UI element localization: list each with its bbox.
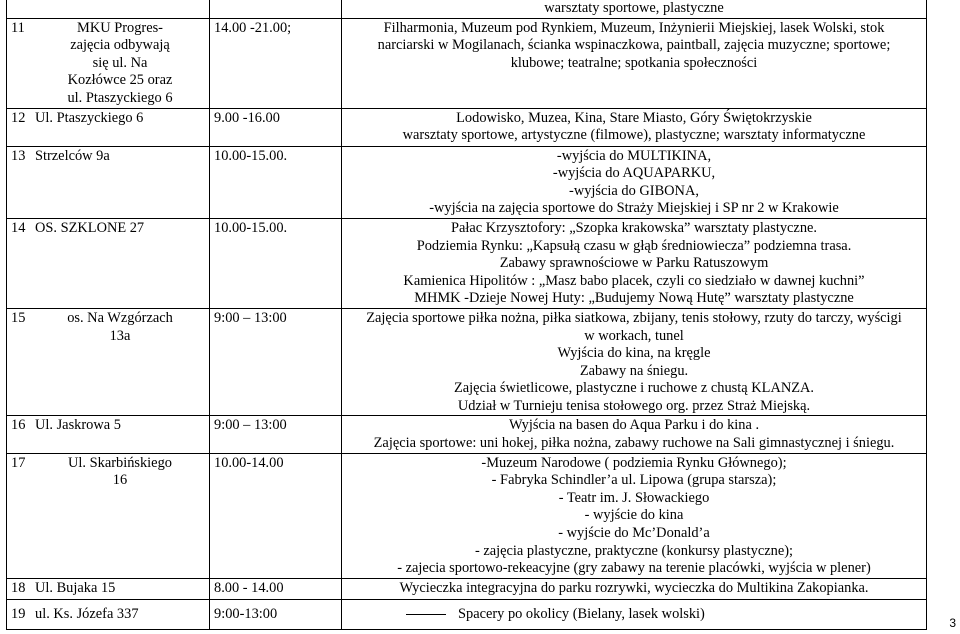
description-cell: Spacery po okolicy (Bielany, lasek wolski) (342, 599, 927, 629)
table-row (7, 18, 927, 108)
hours-cell: 8.00 - 14.00 (210, 578, 342, 599)
table-row (7, 146, 927, 218)
description-cell: Zajęcia sportowe piłka nożna, piłka siatkowa, zbijany, tenis stołowy, rzuty do tarczy, wyścigi w workach, tunel Wyjścia do kina, na kręgle Zabawy na śniegu. Zajęcia świetlicowe, plastyczne i ruchowe z chustą KLANZA. Udział w Turnieju tenisa stołowego org. przez Straż Miejską. (342, 308, 927, 416)
table-row (7, 108, 927, 146)
hours-cell: 10.00-15.00. (210, 218, 342, 308)
hours-cell: 10.00-14.00 (210, 453, 342, 578)
row-number: 19 (11, 605, 26, 622)
hours-cell: 9.00 -16.00 (210, 108, 342, 146)
row-number: 13 (11, 147, 26, 164)
hours-cell: 9:00 – 13:00 (210, 416, 342, 453)
description-cell: -Muzeum Narodowe ( podziemia Rynku Głównego); - Fabryka Schindler’a ul. Lipowa (grupa starsza); - Teatr im. J. Słowackiego - wyjście do kina - wyjście do Mc’Donald’a - zajęcia plastyczne, praktyczne (konkursy plastyczne); - zajecia sportowo-rekeacyjne (gry zabawy na terenie placówki, wyjścia w plener) (342, 453, 927, 578)
description-cell: Wycieczka integracyjna do parku rozrywki, wycieczka do Multikina Zakopianka. (342, 578, 927, 599)
location-cell: Strzelców 9a (35, 147, 110, 164)
hours-cell: 9:00-13:00 (210, 599, 342, 629)
row-number: 12 (11, 109, 26, 126)
page-number: 3 (949, 616, 956, 630)
row-number: 18 (11, 579, 26, 596)
location-cell: ul. Ks. Józefa 337 (35, 605, 139, 622)
row-number: 14 (11, 219, 26, 236)
description-cell: Filharmonia, Muzeum pod Rynkiem, Muzeum, Inżynierii Miejskiej, lasek Wolski, stok narciarski w Mogilanach, ścianka wspinaczkowa, paintball, zajęcia muzyczne; sportowe; klubowe; teatralne; spotkania społeczności (342, 18, 927, 108)
location-cell: Ul. Skarbińskiego 16 (68, 454, 172, 489)
description-cell: Wyjścia na basen do Aqua Parku i do kina . Zajęcia sportowe: uni hokej, piłka nożna, zabawy ruchowe na Sali gimnastycznej i śniegu. (342, 416, 927, 453)
table-row (7, 308, 927, 416)
location-cell: Ul. Bujaka 15 (35, 579, 116, 596)
row-number: 15 (11, 309, 26, 326)
table-row (7, 578, 927, 599)
row-10-continuation: warsztaty sportowe, plastyczne (342, 0, 927, 18)
table-row (7, 218, 927, 308)
table-row (7, 416, 927, 453)
row-number: 16 (11, 417, 26, 434)
hours-cell: 10.00-15.00. (210, 146, 342, 218)
table-row (7, 453, 927, 578)
dash-mark (406, 614, 446, 615)
activities-table (6, 0, 927, 630)
description-cell: -wyjścia do MULTIKINA, -wyjścia do AQUAPARKU, -wyjścia do GIBONA, -wyjścia na zajęcia sportowe do Straży Miejskiej i SP nr 2 w Krakowie (342, 146, 927, 218)
table-row (7, 599, 927, 629)
hours-cell: 9:00 – 13:00 (210, 308, 342, 416)
location-cell: Ul. Ptaszyckiego 6 (35, 109, 144, 126)
table-row (7, 0, 927, 18)
row-number: 11 (11, 19, 25, 36)
location-cell: MKU Progres- zajęcia odbywają się ul. Na Kozłówce 25 oraz ul. Ptaszyckiego 6 (67, 19, 173, 106)
location-cell: os. Na Wzgórzach 13a (67, 309, 173, 344)
location-cell: OS. SZKLONE 27 (35, 219, 145, 236)
description-cell: Lodowisko, Muzea, Kina, Stare Miasto, Góry Świętokrzyskie warsztaty sportowe, artystyczne (filmowe), plastyczne; warsztaty informatyczne (342, 108, 927, 146)
location-cell: Ul. Jaskrowa 5 (35, 417, 121, 434)
description-cell: Pałac Krzysztofory: „Szopka krakowska” warsztaty plastyczne. Podziemia Rynku: „Kapsułą czasu w głąb średniowiecza” podziemna trasa. Zabawy sprawnościowe w Parku Ratuszowym Kamienica Hipolitów : „Masz babo placek, czyli co siedziało w dawnej kuchni” MHMK -Dzieje Nowej Huty: „Budujemy Nową Hutę” warsztaty plastyczne (342, 218, 927, 308)
hours-cell: 14.00 -21.00; (210, 18, 342, 108)
row-number: 17 (11, 454, 26, 471)
